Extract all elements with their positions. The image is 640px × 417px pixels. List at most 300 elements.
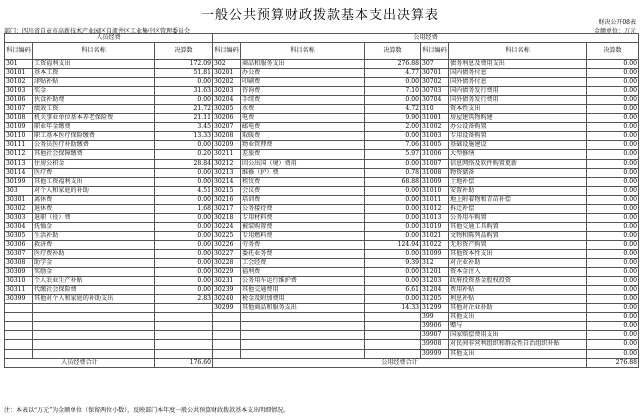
table-row xyxy=(5,213,639,222)
cell-amount xyxy=(365,331,421,340)
cell-name: 手续费 xyxy=(241,96,365,105)
cell-amount: 0.00 xyxy=(155,96,213,105)
table-row xyxy=(5,204,639,213)
cell-name: 公务用车购置 xyxy=(449,213,587,222)
cell-name: 离休费 xyxy=(33,195,155,204)
cell-code: 30224 xyxy=(213,222,241,231)
cell-name: 因公出国（境）费用 xyxy=(241,159,365,168)
cell-name: 商品和服务支出 xyxy=(241,60,365,69)
cell-name: 绩效工资 xyxy=(33,105,155,114)
cell-code: 30214 xyxy=(213,177,241,186)
cell-name: 国外债务发行费用 xyxy=(449,96,587,105)
cell-code: 30209 xyxy=(213,141,241,150)
cell-code: 30704 xyxy=(421,96,449,105)
cell-amount: 0.00 xyxy=(587,69,639,78)
cell-amount: 0.78 xyxy=(365,168,421,177)
cell-code: 30106 xyxy=(5,96,33,105)
cell-amount: 5.97 xyxy=(365,150,421,159)
cell-name: 其他交通费用 xyxy=(241,286,365,295)
cell-name: 维修（护）费 xyxy=(241,168,365,177)
cell-name: 个人农业生产补贴 xyxy=(33,277,155,286)
cell-amount: 51.81 xyxy=(155,69,213,78)
cell-code xyxy=(213,349,241,358)
cell-code: 30306 xyxy=(5,240,33,249)
cell-code: 30199 xyxy=(5,177,33,186)
table-row xyxy=(5,195,639,204)
cell-code: 30206 xyxy=(213,114,241,123)
cell-code: 30203 xyxy=(213,87,241,96)
cell-name: 国家赔偿费用支出 xyxy=(449,331,587,340)
cell-amount: 0.00 xyxy=(365,204,421,213)
cell-amount: 0.00 xyxy=(587,295,639,304)
cell-name: 退职（役）费 xyxy=(33,213,155,222)
cell-amount: 0.00 xyxy=(155,259,213,268)
table-row xyxy=(5,123,639,132)
cell-name: 电费 xyxy=(241,114,365,123)
cell-name: 对企业补助 xyxy=(449,259,587,268)
cell-amount: 0.00 xyxy=(587,195,639,204)
public-total-value: 276.88 xyxy=(587,358,639,367)
table-row xyxy=(5,96,639,105)
personnel-header: 人员经费 xyxy=(5,34,213,43)
cell-name: 政府投资基金股权投资 xyxy=(449,277,587,286)
cell-name: 生活补助 xyxy=(33,231,155,240)
cell-amount: 0.00 xyxy=(365,295,421,304)
cell-name xyxy=(33,304,155,313)
cell-amount: 0.00 xyxy=(365,159,421,168)
cell-amount xyxy=(365,313,421,322)
cell-code xyxy=(213,340,241,349)
cell-amount: 0.00 xyxy=(587,222,639,231)
cell-name xyxy=(33,340,155,349)
cell-code: 30112 xyxy=(5,150,33,159)
cell-name: 公务员医疗补助缴费 xyxy=(33,141,155,150)
cell-amount: 0.00 xyxy=(365,222,421,231)
cell-amount: 0.00 xyxy=(587,132,639,141)
cell-amount: 0.00 xyxy=(587,277,639,286)
footnote: 注：本表以“万元”为金额单位（保留两位小数），反映部门本年度一般公共预算财政拨款基本支出明细情况。 xyxy=(4,407,290,414)
cell-code xyxy=(5,313,33,322)
cell-code: 30207 xyxy=(213,123,241,132)
cell-name: 差旅费 xyxy=(241,150,365,159)
cell-amount: 0.20 xyxy=(155,150,213,159)
cell-code: 30299 xyxy=(213,304,241,313)
cell-name: 退休费 xyxy=(33,204,155,213)
cell-name: 劳务费 xyxy=(241,240,365,249)
cell-amount: 0.00 xyxy=(587,204,639,213)
cell-code xyxy=(5,340,33,349)
cell-code: 30107 xyxy=(5,105,33,114)
cell-name: 赠与 xyxy=(449,322,587,331)
cell-name xyxy=(241,340,365,349)
table-row xyxy=(5,295,639,304)
cell-code: 30702 xyxy=(421,78,449,87)
cell-code: 301 xyxy=(5,60,33,69)
cell-code: 30304 xyxy=(5,222,33,231)
cell-code: 30109 xyxy=(5,123,33,132)
col-code-header: 科目编码 xyxy=(213,43,241,60)
table-row xyxy=(5,168,639,177)
cell-code: 31011 xyxy=(421,195,449,204)
public-total-label: 公用经费合计 xyxy=(213,358,587,367)
cell-name: 安置补助 xyxy=(449,186,587,195)
cell-code xyxy=(213,313,241,322)
table-row xyxy=(5,159,639,168)
cell-amount: 0.00 xyxy=(155,177,213,186)
cell-name: 基本工资 xyxy=(33,69,155,78)
cell-code: 30311 xyxy=(5,286,33,295)
cell-code: 30218 xyxy=(213,213,241,222)
cell-code: 30201 xyxy=(213,69,241,78)
cell-amount: 0.00 xyxy=(155,249,213,258)
table-row xyxy=(5,240,639,249)
public-header: 公用经费 xyxy=(213,34,639,43)
cell-code: 31201 xyxy=(421,268,449,277)
cell-name: 住房公积金 xyxy=(33,159,155,168)
cell-name: 医疗费补助 xyxy=(33,249,155,258)
col-name-header: 科目名称 xyxy=(33,43,155,60)
cell-code: 30111 xyxy=(5,141,33,150)
cell-amount: 0.00 xyxy=(365,96,421,105)
cell-code: 30310 xyxy=(5,277,33,286)
cell-name: 其他资本性支出 xyxy=(449,249,587,258)
cell-name: 抚恤金 xyxy=(33,222,155,231)
cell-amount: 0.00 xyxy=(587,322,639,331)
cell-amount: 0.00 xyxy=(155,277,213,286)
cell-code: 30113 xyxy=(5,159,33,168)
cell-name: 物业管理费 xyxy=(241,141,365,150)
cell-code xyxy=(5,304,33,313)
personnel-total-value: 176.60 xyxy=(155,358,213,367)
cell-amount: 0.00 xyxy=(587,231,639,240)
col-code-header: 科目编码 xyxy=(5,43,33,60)
cell-name xyxy=(241,322,365,331)
cell-amount: 0.00 xyxy=(587,78,639,87)
cell-name: 机关事业单位基本养老保险费 xyxy=(33,114,155,123)
cell-code: 307 xyxy=(421,60,449,69)
cell-code: 31002 xyxy=(421,123,449,132)
cell-code: 30227 xyxy=(213,249,241,258)
cell-name xyxy=(33,349,155,358)
cell-amount: 28.84 xyxy=(155,159,213,168)
cell-code: 312 xyxy=(421,259,449,268)
cell-amount: 0.00 xyxy=(587,150,639,159)
cell-name: 培训费 xyxy=(241,195,365,204)
cell-amount xyxy=(365,322,421,331)
cell-amount: 0.00 xyxy=(365,268,421,277)
cell-name: 公务接待费 xyxy=(241,204,365,213)
cell-amount: 0.00 xyxy=(587,141,639,150)
cell-amount: 124.94 xyxy=(365,240,421,249)
table-row xyxy=(5,331,639,340)
cell-amount: 0.00 xyxy=(365,132,421,141)
table-code: 财决公开08表 xyxy=(598,19,636,26)
table-row xyxy=(5,177,639,186)
cell-amount: 0.00 xyxy=(587,286,639,295)
cell-code: 303 xyxy=(5,186,33,195)
cell-amount: 68.88 xyxy=(365,177,421,186)
cell-code xyxy=(5,331,33,340)
cell-name: 其他工资福利支出 xyxy=(33,177,155,186)
cell-code: 31009 xyxy=(421,177,449,186)
cell-code xyxy=(213,331,241,340)
cell-amount: 0.00 xyxy=(587,159,639,168)
cell-name: 办公设备购置 xyxy=(449,123,587,132)
cell-amount: 276.88 xyxy=(365,60,421,69)
cell-amount: 0.00 xyxy=(587,240,639,249)
cell-name: 其他对企业补助 xyxy=(449,304,587,313)
cell-amount: 0.00 xyxy=(587,186,639,195)
group-header-row xyxy=(5,34,639,43)
cell-name xyxy=(241,331,365,340)
cell-name: 信息网络及软件购置更新 xyxy=(449,159,587,168)
cell-code: 30103 xyxy=(5,87,33,96)
cell-code: 302 xyxy=(213,60,241,69)
cell-name: 办公费 xyxy=(241,69,365,78)
report-title: 一般公共预算财政拨款基本支出决算表 xyxy=(200,8,439,23)
cell-name: 拆迁补偿 xyxy=(449,204,587,213)
cell-code: 31022 xyxy=(421,240,449,249)
cell-name: 对个人和家庭的补助 xyxy=(33,186,155,195)
cell-code: 30239 xyxy=(213,286,241,295)
cell-amount: 0.00 xyxy=(365,277,421,286)
cell-code: 30305 xyxy=(5,231,33,240)
cell-name xyxy=(241,313,365,322)
cell-code: 31021 xyxy=(421,231,449,240)
cell-code: 30208 xyxy=(213,132,241,141)
cell-code: 30102 xyxy=(5,78,33,87)
cell-amount: 4.77 xyxy=(365,69,421,78)
cell-amount: 0.00 xyxy=(155,286,213,295)
cell-code: 30229 xyxy=(213,268,241,277)
cell-amount: 0.00 xyxy=(365,231,421,240)
col-amount-header: 决算数 xyxy=(587,43,639,60)
cell-amount: 0.00 xyxy=(587,249,639,258)
cell-amount: 0.00 xyxy=(365,195,421,204)
cell-code: 30231 xyxy=(213,277,241,286)
cell-name: 助学金 xyxy=(33,259,155,268)
cell-code: 31003 xyxy=(421,132,449,141)
cell-amount: 0.00 xyxy=(365,186,421,195)
cell-code: 30302 xyxy=(5,204,33,213)
cell-name: 无形资产购置 xyxy=(449,240,587,249)
cell-code: 30114 xyxy=(5,168,33,177)
cell-name: 其他交通工具购置 xyxy=(449,222,587,231)
cell-amount: 0.00 xyxy=(587,114,639,123)
cell-name: 土地补偿 xyxy=(449,177,587,186)
cell-amount: 21.11 xyxy=(155,114,213,123)
cell-name: 其他社会保障缴费 xyxy=(33,150,155,159)
cell-name: 被装购置费 xyxy=(241,222,365,231)
cell-name: 印刷费 xyxy=(241,78,365,87)
cell-code: 30101 xyxy=(5,69,33,78)
cell-name: 国内债务发行费用 xyxy=(449,87,587,96)
cell-code: 31005 xyxy=(421,141,449,150)
totals-row xyxy=(5,358,639,367)
cell-name: 其他支出 xyxy=(449,313,587,322)
cell-code: 31007 xyxy=(421,159,449,168)
cell-name xyxy=(241,349,365,358)
cell-amount: 7.10 xyxy=(365,87,421,96)
cell-code: 30202 xyxy=(213,78,241,87)
cell-code: 30309 xyxy=(5,268,33,277)
cell-amount: 21.72 xyxy=(155,105,213,114)
cell-amount xyxy=(365,349,421,358)
cell-amount: 31.63 xyxy=(155,87,213,96)
cell-code: 31019 xyxy=(421,222,449,231)
cell-amount: 6.61 xyxy=(365,286,421,295)
cell-name: 专用设备购置 xyxy=(449,132,587,141)
cell-name: 咨询费 xyxy=(241,87,365,96)
cell-code: 39907 xyxy=(421,331,449,340)
cell-amount: 0.00 xyxy=(587,123,639,132)
table-row xyxy=(5,322,639,331)
cell-code: 30228 xyxy=(213,259,241,268)
cell-name xyxy=(33,313,155,322)
cell-amount: 0.00 xyxy=(365,78,421,87)
cell-code: 39906 xyxy=(421,322,449,331)
cell-code: 31008 xyxy=(421,168,449,177)
cell-code: 310 xyxy=(421,105,449,114)
cell-name: 水费 xyxy=(241,105,365,114)
cell-code: 31205 xyxy=(421,295,449,304)
cell-name: 物资储备 xyxy=(449,168,587,177)
column-header-row xyxy=(5,43,639,60)
cell-code xyxy=(5,322,33,331)
cell-amount: 1.68 xyxy=(155,204,213,213)
cell-code: 30226 xyxy=(213,240,241,249)
cell-amount: 3.45 xyxy=(155,123,213,132)
cell-name xyxy=(33,331,155,340)
cell-name: 国内债务付息 xyxy=(449,69,587,78)
cell-code: 39908 xyxy=(421,340,449,349)
cell-name: 邮电费 xyxy=(241,123,365,132)
personnel-total-label: 人员经费合计 xyxy=(5,358,155,367)
cell-amount: 4.51 xyxy=(155,186,213,195)
cell-amount: 0.00 xyxy=(587,349,639,358)
cell-name: 费用补贴 xyxy=(449,286,587,295)
table-row xyxy=(5,231,639,240)
cell-amount: 2.83 xyxy=(155,295,213,304)
cell-amount: 7.06 xyxy=(365,141,421,150)
cell-code: 31299 xyxy=(421,304,449,313)
col-name-header: 科目名称 xyxy=(449,43,587,60)
cell-name: 资本金注入 xyxy=(449,268,587,277)
cell-amount: 0.00 xyxy=(587,304,639,313)
cell-amount: 0.00 xyxy=(587,105,639,114)
col-code-header: 科目编码 xyxy=(421,43,449,60)
table-row xyxy=(5,268,639,277)
table-row xyxy=(5,78,639,87)
cell-amount: 2.00 xyxy=(365,123,421,132)
department-label: 部门：四川省自贡市高新技术产业园区自流井区工业集中区管理委员会 xyxy=(4,28,191,35)
cell-amount: 0.00 xyxy=(155,168,213,177)
cell-name xyxy=(33,322,155,331)
cell-amount: 0.00 xyxy=(155,231,213,240)
cell-code: 31012 xyxy=(421,204,449,213)
cell-amount: 0.00 xyxy=(365,249,421,258)
table-row xyxy=(5,340,639,349)
cell-name: 税金及附加费用 xyxy=(241,295,365,304)
cell-code: 30308 xyxy=(5,259,33,268)
cell-name: 工资福利支出 xyxy=(33,60,155,69)
cell-code xyxy=(213,322,241,331)
cell-name: 福利费 xyxy=(241,268,365,277)
cell-code: 31203 xyxy=(421,277,449,286)
cell-name: 其他商品和服务支出 xyxy=(241,304,365,313)
cell-code: 30399 xyxy=(5,295,33,304)
table-row xyxy=(5,249,639,258)
cell-code: 399 xyxy=(421,313,449,322)
table-row xyxy=(5,141,639,150)
cell-name: 工会经费 xyxy=(241,259,365,268)
cell-name: 医疗费 xyxy=(33,168,155,177)
cell-amount: 0.00 xyxy=(587,331,639,340)
table-row xyxy=(5,277,639,286)
cell-name: 奖金 xyxy=(33,87,155,96)
cell-name: 公务用车运行维护费 xyxy=(241,277,365,286)
cell-code: 30212 xyxy=(213,159,241,168)
cell-code: 30216 xyxy=(213,195,241,204)
cell-name: 房屋建筑物购建 xyxy=(449,114,587,123)
cell-code: 31204 xyxy=(421,286,449,295)
cell-code: 31010 xyxy=(421,186,449,195)
cell-amount: 0.00 xyxy=(155,195,213,204)
cell-code: 30307 xyxy=(5,249,33,258)
cell-amount xyxy=(155,313,213,322)
cell-name: 其他对个人和家庭的补助支出 xyxy=(33,295,155,304)
cell-code: 39999 xyxy=(421,349,449,358)
cell-code: 30213 xyxy=(213,168,241,177)
cell-amount xyxy=(155,304,213,313)
cell-code: 30303 xyxy=(5,213,33,222)
cell-name: 租赁费 xyxy=(241,177,365,186)
cell-code: 30205 xyxy=(213,105,241,114)
cell-code: 30211 xyxy=(213,150,241,159)
amount-unit: 金额单位：万元 xyxy=(593,28,636,35)
cell-amount xyxy=(155,322,213,331)
cell-code: 30215 xyxy=(213,186,241,195)
table-row xyxy=(5,313,639,322)
cell-amount xyxy=(155,331,213,340)
cell-name: 津贴补贴 xyxy=(33,78,155,87)
table-row xyxy=(5,349,639,358)
cell-amount: 0.00 xyxy=(587,87,639,96)
col-name-header: 科目名称 xyxy=(241,43,365,60)
cell-code: 30301 xyxy=(5,195,33,204)
cell-name: 伙食补助费 xyxy=(33,96,155,105)
table-row xyxy=(5,222,639,231)
cell-code: 31006 xyxy=(421,150,449,159)
table-row xyxy=(5,304,639,313)
cell-amount xyxy=(155,340,213,349)
cell-name: 国外债务付息 xyxy=(449,78,587,87)
cell-amount: 0.00 xyxy=(587,259,639,268)
cell-amount: 13.33 xyxy=(155,132,213,141)
table-row xyxy=(5,69,639,78)
cell-name: 取暖费 xyxy=(241,132,365,141)
table-row xyxy=(5,132,639,141)
cell-code: 30240 xyxy=(213,295,241,304)
cell-code: 30701 xyxy=(421,69,449,78)
cell-name: 奖励金 xyxy=(33,268,155,277)
cell-code: 31099 xyxy=(421,249,449,258)
cell-name: 资本性支出 xyxy=(449,105,587,114)
cell-amount: 172.09 xyxy=(155,60,213,69)
cell-name: 文物和陈列品购置 xyxy=(449,231,587,240)
cell-amount: 0.00 xyxy=(155,78,213,87)
cell-amount: 9.90 xyxy=(365,114,421,123)
